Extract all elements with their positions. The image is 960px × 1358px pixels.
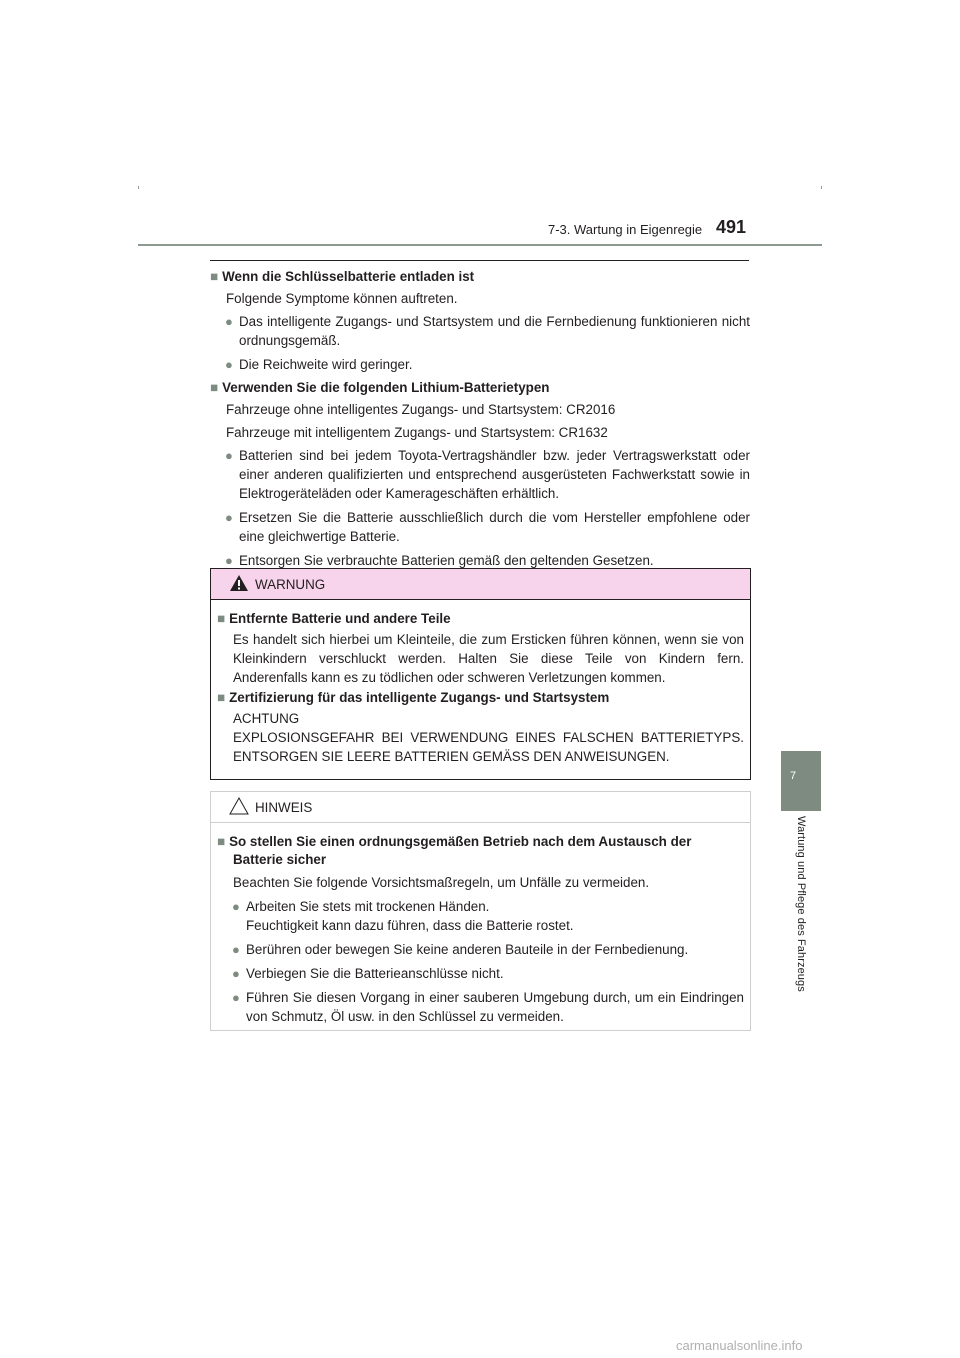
warning-heading: ■ Entfernte Batterie und andere Teile	[217, 611, 451, 626]
list-item: ● Verbiegen Sie die Batterieanschlüsse nicht.	[232, 966, 504, 981]
bullet-icon: ●	[232, 899, 240, 914]
square-bullet-icon: ■	[210, 380, 219, 395]
paragraph: Fahrzeuge ohne intelligentes Zugangs- und Startsystem: CR2016	[226, 402, 616, 417]
list-item: ● Berühren oder bewegen Sie keine anderen Bauteile in der Fernbedienung.	[232, 942, 689, 957]
bullet-icon: ●	[232, 990, 240, 1005]
watermark: carmanualsonline.info	[676, 1338, 803, 1353]
notice-intro: Beachten Sie folgende Vorsichtsmaßregeln, um Unfälle zu vermeiden.	[233, 875, 650, 890]
bullet-icon: ●	[225, 553, 233, 568]
warning-title: WARNUNG	[255, 577, 326, 592]
warning-box	[210, 568, 751, 780]
warning-triangle-icon	[229, 574, 249, 592]
content-top-rule	[210, 260, 749, 261]
section-battery-types	[210, 379, 750, 570]
bullet-icon: ●	[232, 942, 240, 957]
list-item: ● Entsorgen Sie verbrauchte Batterien gemäß den geltenden Gesetzen.	[225, 553, 654, 568]
main-content	[210, 268, 750, 575]
crop-mark-left	[138, 186, 139, 189]
notice-title: HINWEIS	[255, 800, 313, 815]
chapter-title: Wartung und Pflege des Fahrzeugs	[795, 816, 807, 992]
notice-header	[211, 792, 750, 823]
notice-box	[210, 791, 751, 1031]
crop-mark-right	[821, 186, 822, 189]
list-item: ● Führen Sie diesen Vorgang in einer sauberen Umgebung durch, um ein Eindringen von Schmutz, Öl usw. in den Schlüssel zu vermeiden.	[232, 990, 744, 1024]
square-bullet-icon: ■	[217, 611, 226, 626]
section-heading: ■ Verwenden Sie die folgenden Lithium-Batterietypen	[210, 380, 550, 395]
paragraph: Fahrzeuge mit intelligentem Zugangs- und Startsystem: CR1632	[226, 425, 608, 440]
square-bullet-icon: ■	[217, 690, 226, 705]
warning-header	[211, 569, 750, 600]
list-item: ● Die Reichweite wird geringer.	[225, 357, 413, 372]
page-number: 491	[716, 217, 747, 237]
warning-heading: ■ Zertifizierung für das intelligente Zugangs- und Startsystem	[217, 690, 610, 705]
bullet-icon: ●	[225, 314, 233, 329]
section-heading: ■ Wenn die Schlüsselbatterie entladen ist	[210, 269, 475, 284]
bullet-icon: ●	[232, 966, 240, 981]
caution-triangle-icon	[229, 797, 249, 815]
notice-heading: ■ So stellen Sie einen ordnungsgemäßen Betrieb nach dem Austausch der Batterie sicher	[217, 834, 692, 867]
list-item: ● Ersetzen Sie die Batterie ausschließlich durch die vom Hersteller empfohlene oder eine gleichwertige Batterie.	[225, 510, 750, 544]
square-bullet-icon: ■	[217, 834, 226, 849]
bullet-icon: ●	[225, 448, 233, 463]
list-item: ● Das intelligente Zugangs- und Startsystem und die Fernbedienung funktionieren nicht ordnungsgemäß.	[225, 314, 750, 348]
list-item: ● Batterien sind bei jedem Toyota-Vertragshändler bzw. jeder Vertragswerkstatt oder einer anderen qualifizierten und entsprechend ausgerüsteten Fachwerkstatt sowie in Elektrogeräteläden oder Kamerageschäften erhältlich.	[225, 448, 750, 501]
bullet-icon: ●	[225, 510, 233, 525]
paragraph: Folgende Symptome können auftreten.	[226, 291, 458, 306]
square-bullet-icon: ■	[210, 269, 219, 284]
section-title: 7-3. Wartung in Eigenregie	[548, 222, 703, 237]
notice-body	[211, 823, 750, 1026]
warning-body	[211, 600, 750, 766]
warning-caps-text: EXPLOSIONSGEFAHR BEI VERWENDUNG EINES FALSCHEN BATTERIETYPS. ENTSORGEN SIE LEERE BATTERIEN GEMÄSS DEN ANWEISUNGEN.	[233, 730, 744, 764]
warning-caps-line: ACHTUNG	[233, 711, 300, 726]
chapter-number: 7	[789, 770, 797, 782]
header-rule	[138, 244, 822, 246]
warning-text: Es handelt sich hierbei um Kleinteile, die zum Ersticken führen können, wenn sie von Kleinkindern verschluckt werden. Halten Sie diese Teile von Kindern fern. Anderenfalls kann es zu tödlichen oder schweren Verletzungen kommen.	[233, 632, 744, 685]
list-item: ● Arbeiten Sie stets mit trockenen Händen. Feuchtigkeit kann dazu führen, dass die Batterie rostet.	[232, 899, 574, 933]
section-key-battery	[210, 268, 750, 374]
bullet-icon: ●	[225, 357, 233, 372]
